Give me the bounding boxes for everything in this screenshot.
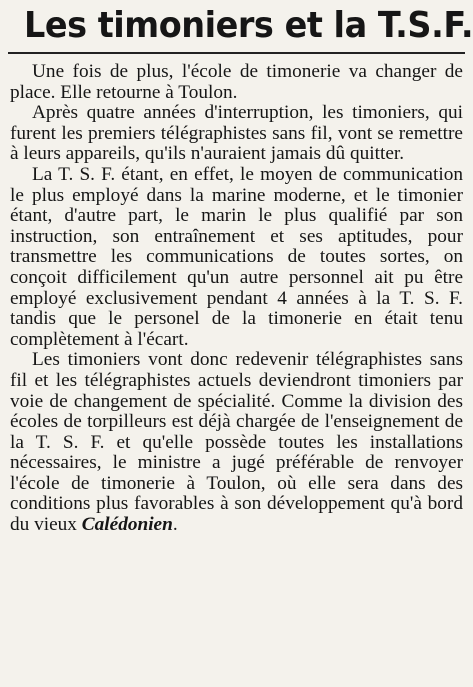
article-paragraph-4-text: Les timoniers vont donc redevenir télégraphistes sans fil et les télégraphistes actuels deviendront timoniers par voie de changement de spécialité. Comme la division des écoles de torpilleurs est déjà chargée de l'enseignement de la T. S. F. et qu'elle possède toutes les installations nécessaires, le ministre a jugé préférable de renvoyer l'école de timonerie à Toulon, où elle sera dans des conditions plus favorables à son développement qu'à bord du vieux <box>10 349 463 536</box>
article-headline: Les timoniers et la T.S.F. <box>23 5 473 46</box>
final-punctuation: . <box>172 514 178 536</box>
article-paragraph-3: La T. S. F. étant, en effet, le moyen de communication le plus employé dans la marine moderne, et le timonier étant, d'autre part, le marin le plus qualifié par son instruction, son entraînement et ses aptitudes, pour transmettre les communications de toutes sortes, on conçoit difficilement qu'un autre personnel ait pu être employé exclusivement pendant 4 années à la T. S. F. tandis que le personel de la timonerie en était tenu complètement à l'écart. <box>10 163 463 350</box>
headline-rule <box>8 52 465 54</box>
article-paragraph-2: Après quatre années d'interruption, les timoniers, qui furent les premiers télégraphistes sans fil, vont se remettre à leurs appareils, qu'ils n'auraient jamais dû quitter. <box>10 102 463 165</box>
article-paragraph-1: Une fois de plus, l'école de timonerie va changer de place. Elle retourne à Toulon. <box>10 61 463 103</box>
article-paragraph-4 <box>10 350 463 535</box>
ship-name: Calédonien <box>81 514 173 536</box>
article-body <box>8 62 465 536</box>
